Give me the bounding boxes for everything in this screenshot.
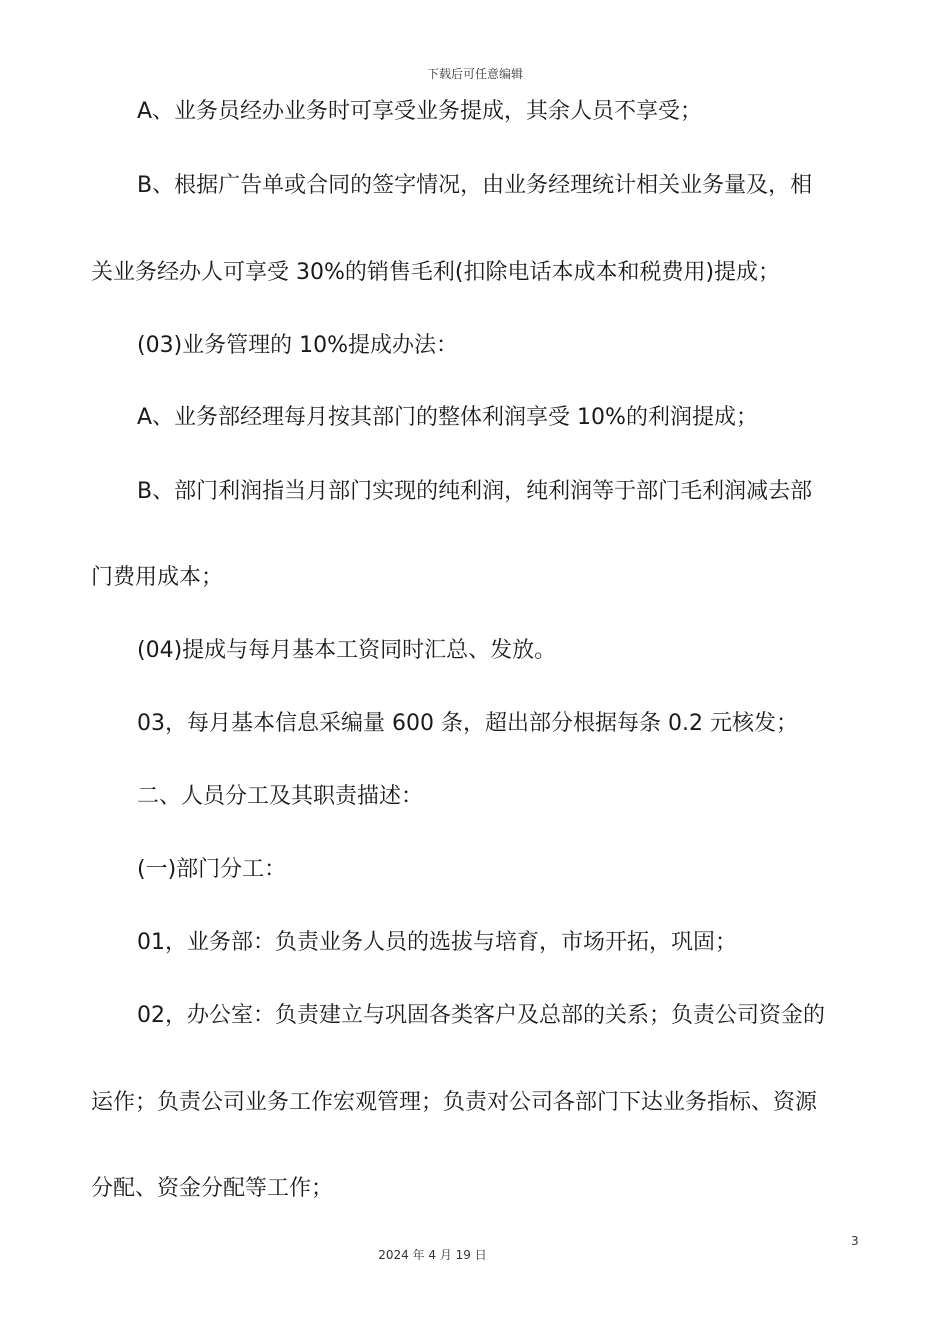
page-number: 3 [851,1234,859,1248]
paragraph-line: 运作；负责公司业务工作宏观管理；负责对公司各部门下达业务指标、资源 [91,1090,818,1115]
paragraph-line: A、业务部经理每月按其部门的整体利润享受 10%的利润提成； [137,405,758,430]
paragraph-line: (一)部门分工： [137,857,287,882]
paragraph-line: 02，办公室：负责建立与巩固各类客户及总部的关系；负责公司资金的 [137,1003,825,1028]
paragraph-line: (03)业务管理的 10%提成办法： [137,333,459,358]
paragraph-line: 分配、资金分配等工作； [91,1176,334,1201]
paragraph-line: B、部门利润指当月部门实现的纯利润，纯利润等于部门毛利润减去部 [137,479,813,504]
paragraph-line: 03，每月基本信息采编量 600 条，超出部分根据每条 0.2 元核发； [137,711,798,736]
paragraph-line: 关业务经办人可享受 30%的销售毛利(扣除电话本成本和税费用)提成； [91,260,781,285]
paragraph-line: 门费用成本； [91,565,224,590]
footer-date: 2024 年 4 月 19 日 [378,1248,487,1262]
paragraph-line: B、根据广告单或合同的签字情况，由业务经理统计相关业务量及，相 [137,173,813,198]
paragraph-line: A、业务员经办业务时可享受业务提成，其余人员不享受； [137,99,703,124]
paragraph-line: (04)提成与每月基本工资同时汇总、发放。 [137,638,557,663]
paragraph-line: 01，业务部：负责业务人员的选拔与培育，市场开拓，巩固； [137,930,737,955]
paragraph-line: 二、人员分工及其职责描述： [137,784,424,809]
page-header: 下载后可任意编辑 [426,67,523,81]
